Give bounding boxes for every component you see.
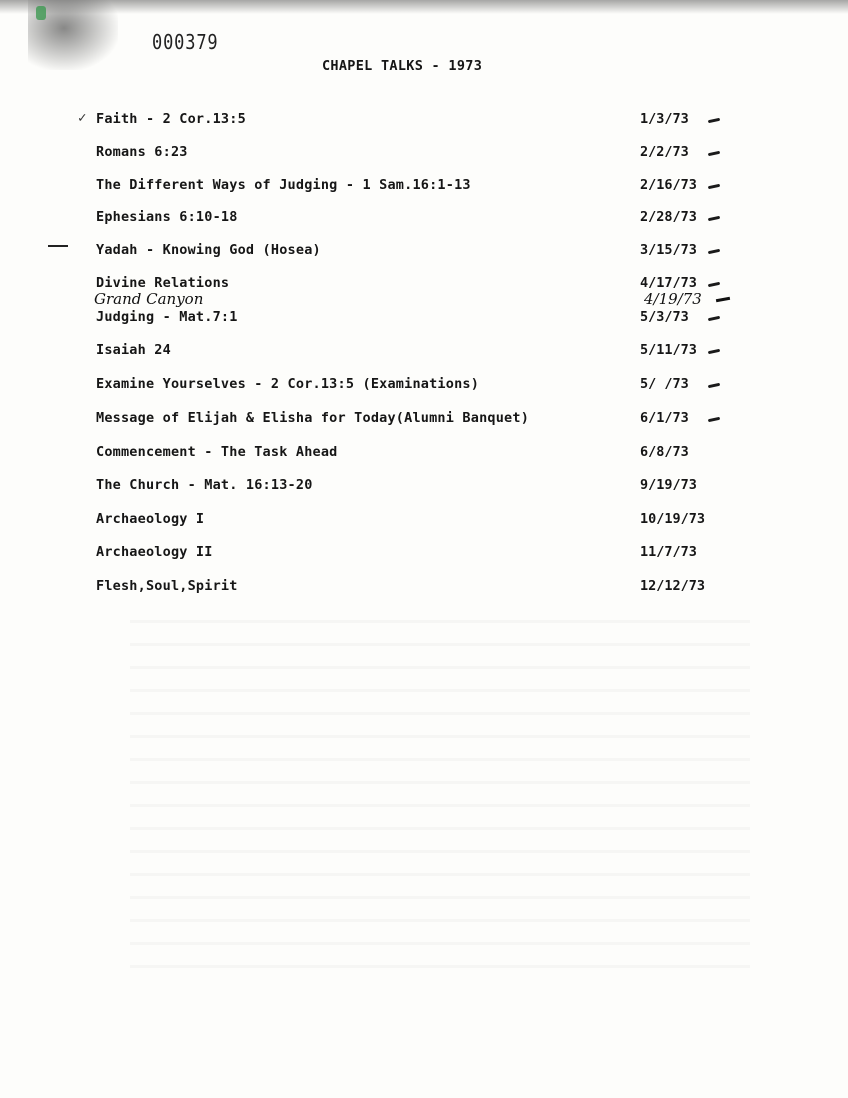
tick-mark-icon (708, 249, 720, 254)
talk-row (0, 410, 848, 430)
tick-mark-icon (716, 297, 730, 302)
talk-title: Yadah - Knowing God (Hosea) (96, 242, 321, 258)
talk-row (0, 544, 848, 564)
talk-date: 6/8/73 (640, 444, 689, 460)
talk-row (0, 144, 848, 164)
tick-mark-icon (708, 383, 720, 388)
handwritten-note: Grand Canyon (94, 290, 204, 308)
talk-row (0, 376, 848, 396)
talk-title: Judging - Mat.7:1 (96, 309, 238, 325)
talk-date: 1/3/73 (640, 111, 689, 127)
talk-date: 2/16/73 (640, 177, 697, 193)
talk-date: 11/7/73 (640, 544, 697, 560)
talk-row (0, 511, 848, 531)
talk-title: Archaeology I (96, 511, 205, 527)
tick-mark-icon (708, 349, 720, 354)
tick-mark-icon (708, 184, 720, 189)
talk-title: Ephesians 6:10-18 (96, 209, 238, 225)
talk-date: 3/15/73 (640, 242, 697, 258)
talk-title: Examine Yourselves - 2 Cor.13:5 (Examinations) (96, 376, 480, 392)
talk-row (0, 177, 848, 197)
handwritten-date: 4/19/73 (644, 290, 702, 308)
tick-mark-icon (708, 118, 720, 123)
talk-title: Archaeology II (96, 544, 213, 560)
talk-date: 6/1/73 (640, 410, 689, 426)
talk-row (0, 578, 848, 598)
talk-date: 5/3/73 (640, 309, 689, 325)
talk-row (0, 444, 848, 464)
talk-row (0, 111, 848, 131)
tick-mark-icon (708, 216, 720, 221)
talk-title: Faith - 2 Cor.13:5 (96, 111, 246, 127)
talk-title: Commencement - The Task Ahead (96, 444, 338, 460)
talk-date: 2/28/73 (640, 209, 697, 225)
scan-shadow (0, 0, 848, 14)
bleed-through-text (130, 600, 750, 980)
document-number: 000379 (152, 30, 219, 54)
talk-title: Isaiah 24 (96, 342, 171, 358)
talk-title: Flesh,Soul,Spirit (96, 578, 238, 594)
talk-date: 5/ /73 (640, 376, 689, 392)
tick-mark-icon (708, 151, 720, 156)
check-mark-icon: ✓ (78, 110, 87, 126)
tick-mark-icon (708, 316, 720, 321)
talk-row (0, 309, 848, 329)
green-stain (36, 6, 46, 20)
talk-date: 9/19/73 (640, 477, 697, 493)
tick-mark-icon (708, 282, 720, 287)
talk-title: Message of Elijah & Elisha for Today(Alumni Banquet) (96, 410, 530, 426)
talk-date: 5/11/73 (640, 342, 697, 358)
talk-title: Romans 6:23 (96, 144, 188, 160)
tick-mark-icon (708, 417, 720, 422)
talk-title: The Church - Mat. 16:13-20 (96, 477, 313, 493)
talk-row (0, 477, 848, 497)
talk-date: 12/12/73 (640, 578, 706, 594)
page-title: CHAPEL TALKS - 1973 (322, 58, 483, 74)
talk-row (0, 342, 848, 362)
talk-date: 10/19/73 (640, 511, 706, 527)
talk-row (0, 242, 848, 262)
talk-date: 2/2/73 (640, 144, 689, 160)
talk-date: 4/17/73 (640, 275, 697, 291)
talk-row (0, 209, 848, 229)
talk-title: Divine Relations (96, 275, 230, 291)
talk-title: The Different Ways of Judging - 1 Sam.16:1-13 (96, 177, 471, 193)
